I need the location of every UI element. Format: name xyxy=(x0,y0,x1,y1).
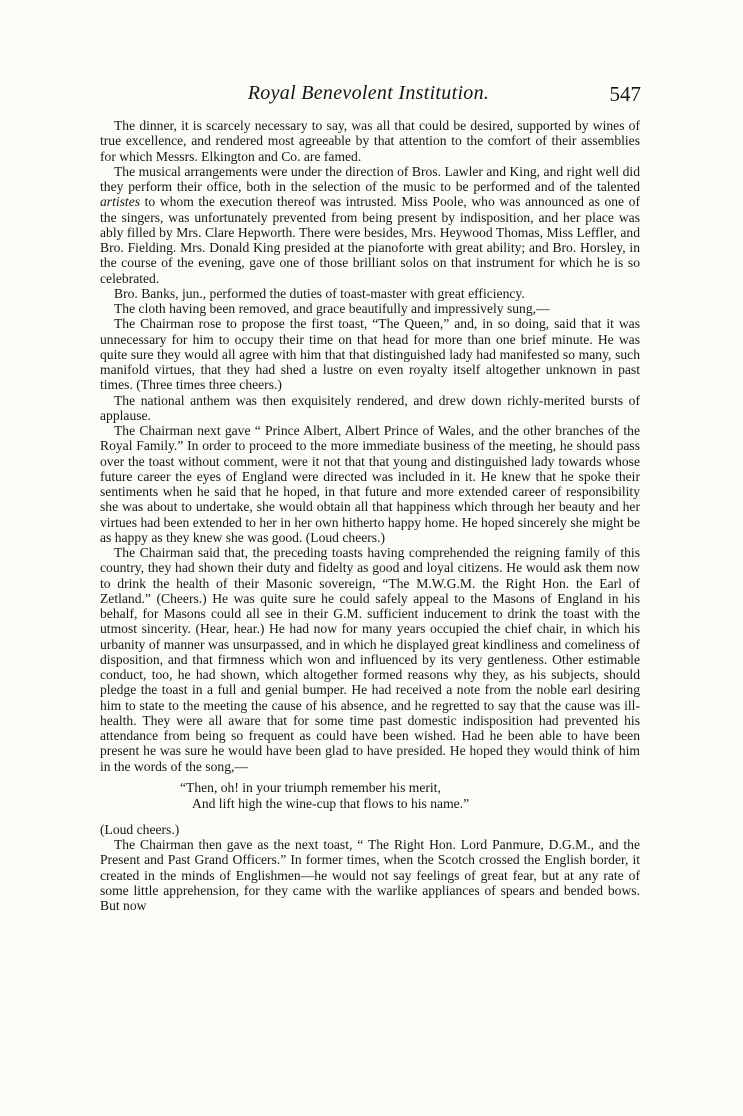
paragraph-toast-master: Bro. Banks, jun., performed the duties of toast-master with great efficiency. xyxy=(114,285,525,301)
paragraph-music-end: to whom the execution thereof was intrusted. Miss Poole, who was announced as one of the singers, was unfortunately prevented from being present by indisposition, and her place was ably filled by Mrs. Clare Hepworth. There were besides, Mrs. Heywood Thomas, Miss Leffler, and Bro. Fielding. Mrs. Donald King presided at the pianoforte with great ability; and Bro. Horsley, in the course of the evening, gave one of those brilliant solos on that instrument for which he is so celebrated. xyxy=(100,194,640,286)
italic-artistes: artistes xyxy=(100,194,141,210)
page-number: 547 xyxy=(609,82,641,106)
paragraph-dinner: The dinner, it is scarcely necessary to say, was all that could be desired, supported by wines of true excellence, and rendered most agreeable by that attention to the comfort of their assemblies for which Messrs. Elkington and Co. are famed. xyxy=(100,118,640,164)
paragraph-queen: The Chairman rose to propose the first toast, “The Queen,” and, in so doing, said that it was unnecessary for him to occupy their time on that head for more than one brief minute. He was quite sure they would all agree with him that that distinguished lady had manifested so many, such manifold virtues, that they had shed a lustre on even royalty itself altogether unknown in past times. (Three times three cheers.) xyxy=(100,316,640,393)
paragraph-panmure: The Chairman then gave as the next toast, “ The Right Hon. Lord Panmure, D.G.M., and the Present and Past Grand Officers.” In former times, when the Scotch crossed the English border, it created in the minds of Englishmen—he would not say feelings of great fear, but at any rate of some little apprehension, for they came with the warlike appliances of spears and bended bows. But now xyxy=(100,837,640,913)
quote-line-1: “Then, oh! in your triumph remember his merit, xyxy=(180,779,441,795)
song-quote xyxy=(100,780,640,812)
quote-line-2: And lift high the wine-cup that flows to his name.” xyxy=(192,795,470,811)
running-title: Royal Benevolent Institution. xyxy=(247,82,490,104)
body-text xyxy=(100,118,640,913)
running-head xyxy=(96,82,641,110)
paragraph-loud-cheers: (Loud cheers.) xyxy=(100,821,180,837)
paragraph-cloth: The cloth having been removed, and grace beautifully and impressively sung,— xyxy=(114,301,550,316)
paragraph-music xyxy=(100,164,640,286)
paragraph-music-start: The musical arrangements were under the direction of Bros. Lawler and King, and right well did they perform their office, both in the selection of the music to be performed and of the talented xyxy=(100,163,640,194)
paragraph-anthem: The national anthem was then exquisitely rendered, and drew down richly-merited bursts of applause. xyxy=(100,392,640,423)
paragraph-grand-master: The Chairman said that, the preceding toasts having comprehended the reigning family of this country, they had shown their duty and fidelty as good and loyal citizens. He would ask them now to drink the health of their Masonic sovereign, “The M.W.G.M. the Right Hon. the Earl of Zetland.” (Cheers.) He was quite sure he could safely appeal to the Masons of England in his behalf, for Masons could all see in their G.M. sufficient inducement to drink the toast with the utmost sincerity. (Hear, hear.) He had now for many years occupied the chief chair, in which his urbanity of manner was unsurpassed, and in which he displayed great kindliness and comeliness of disposition, and that firmness which won and influenced by its very gentleness. Other estimable conduct, too, he had shown, which altogether formed reasons why they, as his subjects, should pledge the toast in a full and genial bumper. He had received a note from the noble earl desiring him to state to the meeting the cause of his absence, and he regretted to say that the cause was ill-health. They were all aware that for some time past domestic indisposition had prevented his attendance from being so frequent as could have been wished. Had he been able to have been present he was sure he would have been glad to have presided. He hoped they would think of him in the words of the song,— xyxy=(100,545,640,774)
paragraph-prince-albert: The Chairman next gave “ Prince Albert, Albert Prince of Wales, and the other branches of the Royal Family.” In order to proceed to the more immediate business of the meeting, he should pass over the toast without comment, were it not that that young and distinguished lady towards whose future career the eyes of England were directed was included in it. He knew that he spoke their sentiments when he said that he hoped, in that future and more extended career of responsibility she was about to undertake, she would obtain all that happiness which through her beauty and her virtues had been extended to her in her own hitherto happy home. He hoped sincerely she might be as happy as they knew she was good. (Loud cheers.) xyxy=(100,423,640,545)
